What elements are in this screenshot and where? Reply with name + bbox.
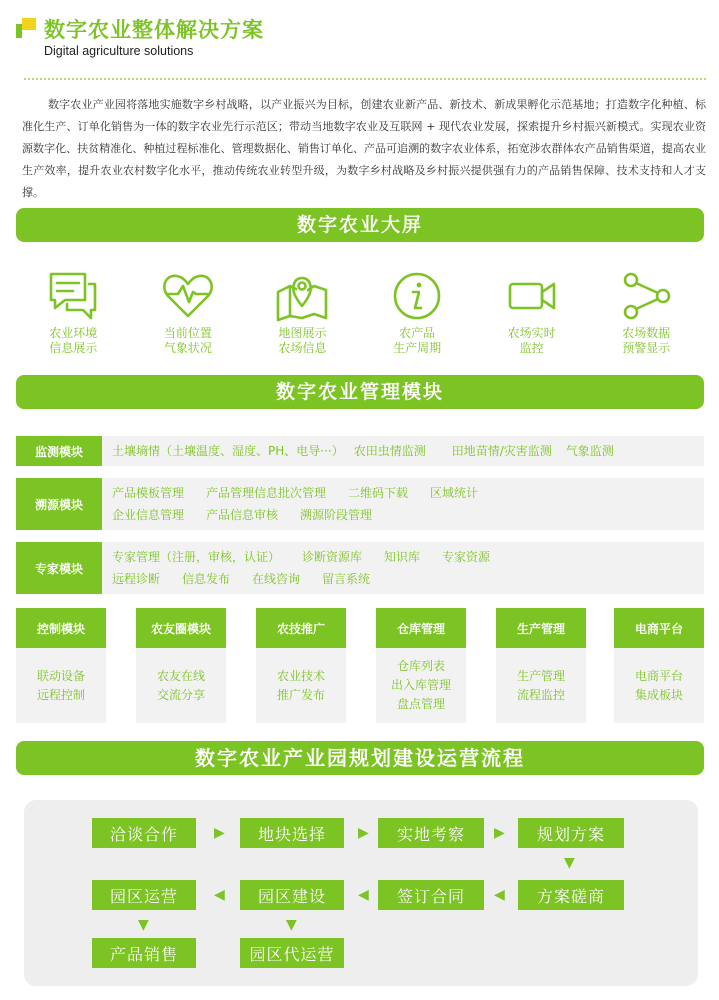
module-row-item: 气象监测: [565, 444, 614, 458]
module-row-item: 专家资源: [442, 550, 491, 564]
module-card-control: [16, 608, 106, 723]
module-row-item: 远程诊断: [112, 572, 161, 586]
module-row-item: 企业信息管理: [112, 508, 185, 522]
module-row-item: 土壤墒情（土壤温度、湿度、PH、电导···）: [112, 444, 344, 458]
module-card-line: 流程监控: [516, 687, 565, 702]
screen-item-label-2: 监控: [519, 341, 544, 355]
module-row-tag: 专家模块: [16, 542, 102, 594]
module-card-title: 生产管理: [496, 608, 586, 648]
module-row-item: 田地苗情/灾害监测: [451, 444, 552, 458]
module-card-title: 农友圈模块: [136, 608, 226, 648]
flow-step-negotiate: 洽谈合作: [92, 818, 196, 848]
dotted-divider: [24, 78, 706, 80]
module-row-item: 产品模板管理: [112, 486, 185, 500]
flow-step-planning: 规划方案: [518, 818, 624, 848]
screen-item-label-1: 农场数据: [622, 326, 671, 340]
map-pin-icon: [274, 270, 330, 322]
module-row-tag: 监测模块: [16, 436, 102, 466]
screen-item-label-1: 农业环境: [49, 326, 98, 340]
flow-step-site-selection: 地块选择: [240, 818, 344, 848]
module-card-ecommerce: [614, 608, 704, 723]
module-card-line: 交流分享: [156, 687, 205, 702]
module-row-item: 专家管理（注册，审核，认证）: [112, 550, 281, 564]
module-card-line: 仓库列表: [396, 659, 445, 673]
module-card-line: 推广发布: [276, 687, 325, 702]
screen-item-product-cycle: [360, 270, 475, 365]
module-card-community: [136, 608, 226, 723]
module-card-line: 联动设备: [36, 668, 85, 683]
arrow-down-icon: ▼: [564, 855, 575, 871]
module-row-item: 留言系统: [322, 572, 371, 586]
module-card-line: 生产管理: [516, 668, 565, 683]
chat-icon: [45, 270, 101, 322]
screen-item-environment: [16, 270, 131, 365]
section-management-title: 数字农业管理模块: [16, 375, 704, 409]
module-card-line: 远程控制: [36, 687, 85, 702]
module-card-warehouse: [376, 608, 466, 723]
page-header: [16, 14, 706, 84]
module-row-item: 区域统计: [430, 486, 479, 500]
screen-item-label-2: 气象状况: [163, 341, 212, 355]
module-card-title: 控制模块: [16, 608, 106, 648]
flow-step-plan-discussion: 方案磋商: [518, 880, 624, 910]
module-row-traceability: [16, 478, 704, 530]
screen-item-label-1: 当前位置: [163, 326, 212, 340]
share-icon: [618, 270, 674, 322]
page-title: 数字农业整体解决方案: [44, 18, 264, 42]
screen-item-label-1: 农场实时: [507, 326, 556, 340]
flow-step-site-survey: 实地考察: [378, 818, 484, 848]
screen-item-monitor: [474, 270, 589, 365]
screen-item-label-2: 预警显示: [622, 341, 671, 355]
screen-item-alert: [589, 270, 704, 365]
video-camera-icon: [504, 270, 560, 322]
info-icon: [389, 270, 445, 322]
module-row-item: 诊断资源库: [302, 550, 363, 564]
screen-item-label-1: 地图展示: [278, 326, 327, 340]
flow-step-park-construction: 园区建设: [240, 880, 344, 910]
module-card-line: 出入库管理: [390, 678, 451, 692]
module-card-line: 集成板块: [634, 687, 683, 702]
page-subtitle: Digital agriculture solutions: [44, 44, 194, 58]
arrow-left-icon: ◀: [214, 887, 225, 903]
screen-item-label-2: 农场信息: [278, 341, 327, 355]
module-row-item: 溯源阶段管理: [300, 508, 373, 522]
module-row-item: 信息发布: [182, 572, 231, 586]
arrow-left-icon: ◀: [358, 887, 369, 903]
section-screen-title: 数字农业大屏: [16, 208, 704, 242]
arrow-right-icon: ▶: [494, 825, 505, 841]
module-row-item: 在线咨询: [252, 572, 301, 586]
intro-paragraph: 数字农业产业园将落地实施数字乡村战略，以产业振兴为目标，创建农业新产品、新技术、新成果孵化示范基地；打造数字化种植、标准化生产、订单化销售为一体的数字农业先行示范区；带动当地数字农业及互联网 + 现代农业发展，探索提升乡村振兴新模式。实现农业资源数字化、扶贫精准化、种植过程标准化、管理数据化、销售订单化、产品可追溯的数字农业体系，拓宽涉农群体农产品销售渠道，提高农业生产效率，提升农业农村数字化水平，推动传统农业转型升级，为数字乡村战略及乡村振兴提供强有力的产品销售保障、技术支持和人才支撑。: [22, 98, 706, 199]
module-row-expert: [16, 542, 704, 594]
screen-item-label-2: 生产周期: [393, 341, 442, 355]
heart-pulse-icon: [160, 270, 216, 322]
module-row-tag: 溯源模块: [16, 478, 102, 530]
module-card-title: 仓库管理: [376, 608, 466, 648]
flow-step-managed-operation: 园区代运营: [240, 938, 344, 968]
module-card-title: 农技推广: [256, 608, 346, 648]
module-card-line: 农业技术: [276, 668, 325, 683]
flow-step-park-operation: 园区运营: [92, 880, 196, 910]
section-flow-title: 数字农业产业园规划建设运营流程: [16, 741, 704, 775]
arrow-down-icon: ▼: [138, 917, 149, 933]
module-row-monitoring: [16, 436, 704, 466]
module-row-item: 产品管理信息批次管理: [206, 486, 327, 500]
module-card-line: 盘点管理: [396, 697, 445, 711]
flow-step-product-sales: 产品销售: [92, 938, 196, 968]
module-row-item: 农田虫情监测: [353, 444, 426, 458]
module-row-item: 二维码下载: [348, 486, 409, 500]
module-row-item: 产品信息审核: [206, 508, 279, 522]
arrow-down-icon: ▼: [286, 917, 297, 933]
arrow-right-icon: ▶: [358, 825, 369, 841]
screen-item-map: [245, 270, 360, 365]
logo-mark: [16, 18, 36, 38]
module-card-line: 农友在线: [156, 668, 205, 683]
arrow-right-icon: ▶: [214, 825, 225, 841]
arrow-left-icon: ◀: [494, 887, 505, 903]
flow-panel: [24, 800, 698, 986]
screen-item-weather: [131, 270, 246, 365]
screen-item-label-2: 信息展示: [49, 341, 98, 355]
flow-step-sign-contract: 签订合同: [378, 880, 484, 910]
module-columns: [16, 608, 704, 723]
module-card-production: [496, 608, 586, 723]
module-card-line: 电商平台: [634, 668, 683, 683]
screen-feature-row: [16, 270, 704, 365]
module-card-title: 电商平台: [614, 608, 704, 648]
module-card-extension: [256, 608, 346, 723]
module-row-item: 知识库: [384, 550, 421, 564]
screen-item-label-1: 农产品: [399, 326, 436, 340]
